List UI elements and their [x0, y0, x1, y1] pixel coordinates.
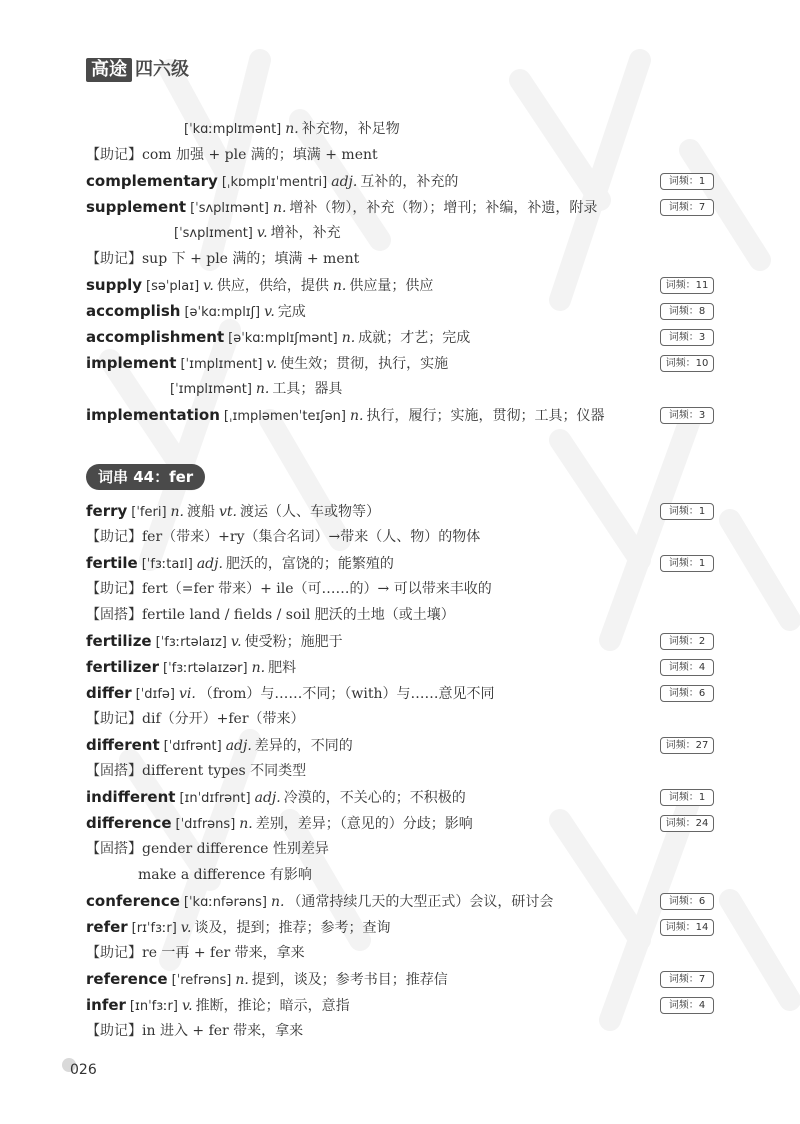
frequency-badge [660, 737, 714, 754]
frequency-value: 6 [698, 896, 706, 907]
brand-logo-box: 高途 [86, 58, 132, 82]
frequency-value: 6 [698, 688, 706, 699]
headword: accomplishment [86, 328, 225, 346]
entry-row [86, 810, 714, 836]
definition: 执行，履行；实施，贯彻；工具；仪器 [366, 408, 605, 424]
entry-row [86, 298, 714, 324]
entry-tag: 【助记】 [86, 251, 142, 267]
phonetic: [ˈsʌplɪment] [174, 226, 253, 241]
headword: infer [86, 996, 126, 1014]
phonetic: [ˌɪmpləmenˈteɪʃən] [223, 409, 346, 424]
phonetic: [ˈfɜːrtəlaɪzər] [163, 661, 248, 676]
phonetic: [ˈɪmplɪment] [180, 357, 263, 372]
frequency-badge [660, 199, 714, 216]
brand-title: 四六级 [135, 59, 189, 80]
frequency-badge [660, 355, 714, 372]
definition: 渡运（人、车或物等） [240, 504, 380, 520]
frequency-badge [660, 633, 714, 650]
definition: 增补（物），补充（物）；增刊；补编，补遗，附录 [289, 200, 598, 216]
entry-note: com 加强 + ple 满的；填满 + ment [142, 147, 378, 163]
definition: 差别，差异；（意见的）分歧；影响 [255, 816, 473, 832]
phonetic: [ˈrefrəns] [171, 973, 232, 988]
headword: difference [86, 814, 172, 832]
frequency-value: 1 [698, 176, 706, 187]
part-of-speech: n. [270, 894, 285, 910]
frequency-value: 24 [695, 818, 709, 829]
phonetic: [rɪˈfɜːr] [131, 921, 177, 936]
headword: indifferent [86, 788, 176, 806]
definition: 差异的，不同的 [254, 738, 353, 754]
entry-tag: 【固搭】 [86, 607, 142, 623]
entry-row [86, 888, 714, 914]
frequency-badge [660, 659, 714, 676]
definition: （from）与……不同；（with）与……意见不同 [198, 686, 495, 702]
part-of-speech: v. [203, 278, 214, 294]
frequency-badge [660, 503, 714, 520]
entry-tag: 【助记】 [86, 581, 142, 597]
entry-row [86, 576, 714, 602]
definition: 提到，谈及；参考书目；推荐信 [251, 972, 448, 988]
phonetic: [ˈɪmplɪmənt] [170, 382, 252, 397]
entry-row [86, 350, 714, 376]
entry-note: gender difference 性别差异 [142, 841, 329, 857]
headword: fertilize [86, 632, 152, 650]
frequency-value: 10 [695, 358, 709, 369]
part-of-speech: v. [230, 634, 242, 650]
entry-tag: 【助记】 [86, 147, 142, 163]
frequency-value: 3 [698, 410, 706, 421]
definition: （通常持续几天的大型正式）会议，研讨会 [287, 894, 554, 910]
entry-tag: 【固搭】 [86, 763, 142, 779]
phonetic: [ˈdɪfrəns] [175, 817, 236, 832]
definition: 冷漠的，不关心的；不积极的 [283, 790, 466, 806]
part-of-speech: n. [285, 121, 299, 137]
brand-header [86, 58, 189, 82]
entry-tag: 【助记】 [86, 1023, 142, 1039]
headword: supply [86, 276, 143, 294]
frequency-label: 词频： [668, 792, 699, 803]
entry-row [86, 836, 714, 862]
headword: refer [86, 918, 128, 936]
entry-tag: 【固搭】 [86, 841, 142, 857]
headword: implementation [86, 406, 220, 424]
phonetic: [səˈplaɪ] [146, 279, 200, 294]
entry-row [86, 142, 714, 168]
entry-tag: 【助记】 [86, 711, 142, 727]
headword: different [86, 736, 160, 754]
entry-row [86, 758, 714, 784]
definition: 互补的，补充的 [360, 174, 459, 190]
entry-row [86, 376, 714, 402]
vocabulary-content [86, 116, 714, 1044]
headword: conference [86, 892, 180, 910]
definition: 谈及，提到；推荐；参考；查询 [194, 920, 391, 936]
entry-note: dif（分开）+fer（带来） [142, 711, 305, 727]
definition: 完成 [277, 304, 306, 320]
frequency-label: 词频： [668, 202, 699, 213]
definition: 供应，供给，提供 [216, 278, 329, 294]
frequency-badge [660, 685, 714, 702]
phonetic: [ˌkɒmplɪˈmentri] [221, 175, 328, 190]
frequency-value: 7 [698, 974, 706, 985]
phonetic: [ˈkɑːnfərəns] [183, 895, 267, 910]
headword: implement [86, 354, 177, 372]
entry-row [86, 550, 714, 576]
entry-row [86, 784, 714, 810]
frequency-label: 词频： [668, 688, 699, 699]
frequency-label: 词频： [668, 1000, 699, 1011]
definition: 使生效；贯彻，执行，实施 [280, 356, 449, 372]
phonetic: [ˈdɪfrənt] [163, 739, 222, 754]
frequency-value: 3 [698, 332, 706, 343]
definition: 推断，推论；暗示，意指 [195, 998, 350, 1014]
part-of-speech: n. [341, 330, 356, 346]
part-of-speech: adj. [225, 738, 252, 754]
part-of-speech: vt. [219, 504, 237, 520]
bottom-entry-list [86, 498, 714, 1044]
part-of-speech: n. [170, 504, 184, 520]
frequency-badge [660, 815, 714, 832]
frequency-label: 词频： [668, 662, 699, 673]
frequency-label: 词频： [665, 280, 696, 291]
frequency-value: 7 [698, 202, 706, 213]
section-header [86, 464, 714, 494]
headword: fertile [86, 554, 138, 572]
frequency-value: 4 [698, 1000, 706, 1011]
frequency-badge [660, 971, 714, 988]
part-of-speech: n. [255, 381, 270, 397]
phonetic: [ˈkɑːmplɪmənt] [184, 122, 282, 137]
definition: 使受粉；施肥于 [244, 634, 343, 650]
frequency-label: 词频： [668, 506, 699, 517]
frequency-label: 词频： [665, 740, 696, 751]
frequency-value: 2 [698, 636, 706, 647]
entry-row [86, 246, 714, 272]
phonetic: [ˈsʌplɪmənt] [190, 201, 269, 216]
entry-row [86, 324, 714, 350]
headword: complementary [86, 172, 218, 190]
entry-tag: 【助记】 [86, 529, 142, 545]
entry-row [86, 220, 714, 246]
frequency-label: 词频： [668, 974, 699, 985]
frequency-label: 词频： [665, 922, 696, 933]
entry-row [86, 654, 714, 680]
definition: 渡船 [187, 504, 215, 520]
part-of-speech: n. [349, 408, 364, 424]
frequency-label: 词频： [668, 558, 699, 569]
definition: 成就；才艺；完成 [358, 330, 471, 346]
entry-note: different types 不同类型 [142, 763, 307, 779]
entry-tag: 【助记】 [86, 945, 142, 961]
entry-row [86, 862, 714, 888]
phonetic: [ɪnˈfɜːr] [129, 999, 178, 1014]
entry-row [86, 914, 714, 940]
frequency-label: 词频： [668, 896, 699, 907]
frequency-value: 8 [698, 306, 706, 317]
entry-row [86, 680, 714, 706]
entry-row [86, 966, 714, 992]
entry-row [86, 992, 714, 1018]
frequency-label: 词频： [668, 410, 699, 421]
definition: 肥沃的，富饶的；能繁殖的 [225, 556, 394, 572]
frequency-badge [660, 997, 714, 1014]
phonetic: [ˈdɪfə] [135, 687, 175, 702]
part-of-speech: v. [256, 225, 268, 241]
top-entry-list [86, 116, 714, 428]
frequency-badge [660, 277, 714, 294]
entry-row [86, 628, 714, 654]
phonetic: [ɪnˈdɪfrənt] [179, 791, 251, 806]
entry-row [86, 194, 714, 220]
part-of-speech: vi. [178, 686, 196, 702]
frequency-value: 1 [698, 558, 706, 569]
part-of-speech: n. [272, 200, 287, 216]
part-of-speech: adj. [254, 790, 281, 806]
phonetic: [ˈferi] [131, 505, 167, 520]
definition: 供应量；供应 [349, 278, 434, 294]
frequency-label: 词频： [668, 636, 699, 647]
entry-row [86, 940, 714, 966]
entry-note: fer（带来）+ry（集合名词）→带来（人、物）的物体 [142, 529, 481, 545]
frequency-label: 词频： [668, 176, 699, 187]
frequency-value: 14 [695, 922, 709, 933]
entry-note: re 一再 + fer 带来，拿来 [142, 945, 305, 961]
headword: ferry [86, 502, 128, 520]
phonetic: [əˈkɑːmplɪʃmənt] [228, 331, 338, 346]
frequency-badge [660, 329, 714, 346]
part-of-speech: adj. [331, 174, 358, 190]
part-of-speech: adj. [196, 556, 223, 572]
frequency-badge [660, 893, 714, 910]
part-of-speech: v. [181, 998, 193, 1014]
part-of-speech: v. [180, 920, 192, 936]
part-of-speech: v. [266, 356, 278, 372]
frequency-label: 词频： [668, 306, 699, 317]
entry-row [86, 706, 714, 732]
part-of-speech: v. [264, 304, 275, 320]
frequency-badge [660, 555, 714, 572]
frequency-value: 27 [695, 740, 709, 751]
page-number: 026 [70, 1062, 97, 1078]
headword: fertilizer [86, 658, 159, 676]
definition: 肥料 [268, 660, 297, 676]
frequency-badge [660, 919, 714, 936]
headword: reference [86, 970, 168, 988]
definition: 补充物，补足物 [301, 121, 400, 137]
frequency-value: 4 [698, 662, 706, 673]
entry-note: in 进入 + fer 带来，拿来 [142, 1023, 304, 1039]
part-of-speech: n. [332, 278, 347, 294]
entry-row [86, 168, 714, 194]
frequency-badge [660, 173, 714, 190]
part-of-speech: n. [239, 816, 253, 832]
entry-row [86, 498, 714, 524]
entry-row [86, 524, 714, 550]
frequency-badge [660, 407, 714, 424]
frequency-value: 11 [695, 280, 709, 291]
phonetic: [ˈfɜːtaɪl] [141, 557, 193, 572]
frequency-label: 词频： [665, 818, 696, 829]
definition: 工具；器具 [272, 381, 343, 397]
entry-row [86, 1018, 714, 1044]
frequency-value: 1 [698, 792, 706, 803]
frequency-label: 词频： [665, 358, 696, 369]
entry-note: make a difference 有影响 [138, 867, 312, 883]
frequency-value: 1 [698, 506, 706, 517]
headword: accomplish [86, 302, 181, 320]
frequency-badge [660, 303, 714, 320]
entry-row [86, 116, 714, 142]
section-title: 词串 44：fer [86, 464, 205, 490]
entry-note: sup 下 + ple 满的；填满 + ment [142, 251, 360, 267]
headword: differ [86, 684, 132, 702]
frequency-badge [660, 789, 714, 806]
entry-row [86, 732, 714, 758]
entry-note: fert（=fer 带来）+ ile（可……的）→ 可以带来丰收的 [142, 581, 492, 597]
definition: 增补，补充 [270, 225, 341, 241]
frequency-label: 词频： [668, 332, 699, 343]
entry-row [86, 272, 714, 298]
phonetic: [əˈkɑːmplɪʃ] [184, 305, 261, 320]
headword: supplement [86, 198, 187, 216]
entry-note: fertile land / fields / soil 肥沃的土地（或土壤） [142, 607, 455, 623]
entry-row [86, 602, 714, 628]
part-of-speech: n. [235, 972, 249, 988]
part-of-speech: n. [251, 660, 266, 676]
entry-row [86, 402, 714, 428]
phonetic: [ˈfɜːrtəlaɪz] [155, 635, 227, 650]
